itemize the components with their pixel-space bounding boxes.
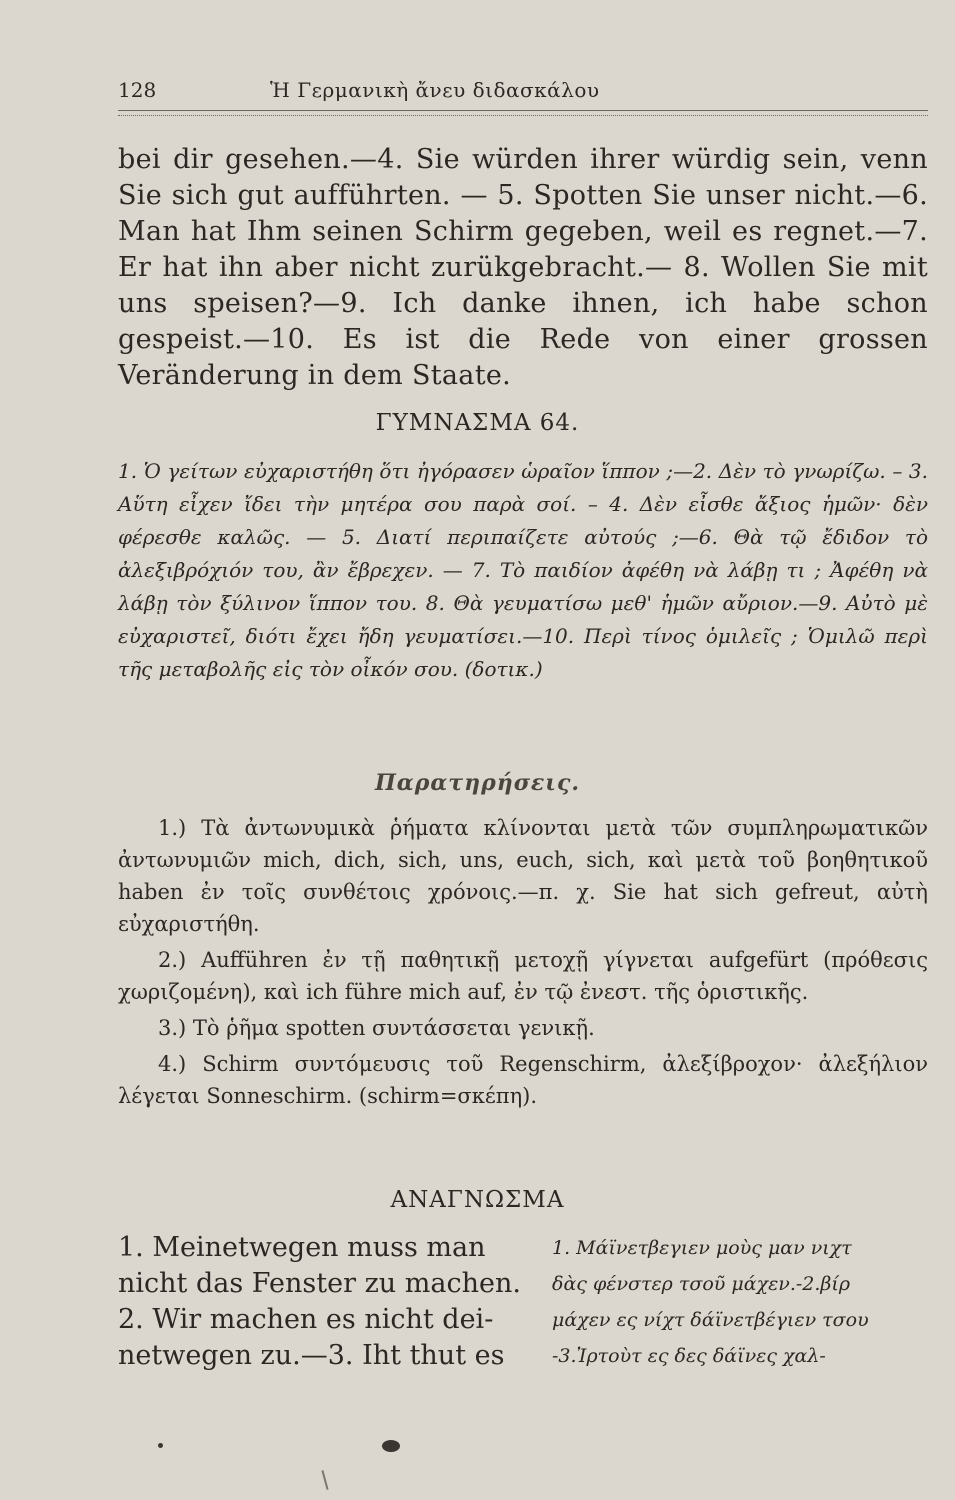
reading-transliteration-line: 1. Μάϊνετβεγιεν μοὺς μαν νιχτ: [552, 1237, 852, 1259]
reading-german-line: nicht das Fenster zu machen.: [118, 1268, 521, 1299]
remark-item: 2.) Aufführen ἐν τῇ παθητικῇ μετοχῇ γίγνεται aufgefürt (πρόθεσις χωριζομένη), καὶ ich führe mich auf, ἐν τῷ ἐνεστ. τῆς ὁριστικῆς.: [118, 948, 928, 1004]
page-header: [118, 78, 928, 108]
reading-german-line: netwegen zu.—3. Iht thut es: [118, 1340, 505, 1371]
reading-german-line: 1. Meinetwegen muss man: [118, 1232, 486, 1263]
reading-transliteration-line: μάχεν ες νίχτ δάϊνετβέγιεν τσου: [552, 1309, 869, 1331]
exercise-heading: ΓΥΜΝΑΣΜΑ 64.: [375, 410, 580, 436]
paper-mark: [321, 1470, 328, 1490]
reading-german-line: 2. Wir machen es nicht dei-: [118, 1304, 494, 1335]
reading-german-column: [118, 1230, 538, 1374]
remarks-list: [118, 812, 928, 1172]
reading-transliteration-column: [552, 1230, 928, 1374]
exercise-text: 1. Ὁ γείτων εὐχαριστήθη ὅτι ἠγόρασεν ὡραῖον ἵππον ;—2. Δὲν τὸ γνωρίζω. – 3. Αὕτη εἶχεν ἴδει τὴν μητέρα σου παρὰ σοί. – 4. Δὲν εἶσθε ἄξιος ἡμῶν· δὲν φέρεσθε καλῶς. — 5. Διατί περιπαίζετε αὐτούς ;—6. Θὰ τῷ ἔδιδον τὸ ἀλεξιβρόχιόν του, ἂν ἔβρεχεν. — 7. Τὸ παιδίον ἀφέθη νὰ λάβῃ τι ; Ἀφέθη νὰ λάβῃ τὸν ξύλινον ἵππον του. 8. Θὰ γευματίσω μεθ' ἡμῶν αὔριον.—9. Αὐτὸ μὲ εὐχαριστεῖ, διότι ἔχει ἤδη γευματίσει.—10. Περὶ τίνος ὁμιλεῖς ; Ὁμιλῶ περὶ τῆς μεταβολῆς εἰς τὸν οἶκόν σου. (δοτικ.): [118, 459, 928, 681]
reading-transliteration-line: -3.Ἰρτοὺτ ες δες δάϊνες χαλ-: [552, 1345, 826, 1367]
running-title: Ἡ Γερμανικὴ ἄνευ διδασκάλου: [270, 78, 600, 102]
german-passage: bei dir gesehen.—4. Sie würden ihrer würdig sein, venn Sie sich gut aufführten. — 5. Spotten Sie unser nicht.—6. Man hat Ihm seinen Schirm gegeben, weil es regnet.—7. Er hat ihn aber nicht zurükgebracht.— 8. Wollen Sie mit uns speisen?—9. Ich danke ihnen, ich habe schon gespeist.—10. Es ist die Rede von einer grossen Veränderung in dem Staate.: [118, 144, 928, 391]
ink-dot: [158, 1443, 163, 1448]
reading-heading: ΑΝΑΓΝΩΣΜΑ: [390, 1187, 565, 1213]
ink-blot: [382, 1440, 400, 1452]
reading-transliteration-line: δὰς φένστερ τσοῦ μάχεν.-2.βίρ: [552, 1273, 851, 1295]
header-rule: [118, 110, 928, 116]
remark-item: 4.) Schirm συντόμευσις τοῦ Regenschirm, ἀλεξίβροχον· ἀλεξήλιον λέγεται Sonneschirm. (schirm=σκέπη).: [118, 1052, 928, 1108]
page-number: 128: [118, 78, 157, 102]
remark-item: 3.) Τὸ ῥῆμα spotten συντάσσεται γενικῇ.: [158, 1016, 595, 1040]
remark-item: 1.) Τὰ ἀντωνυμικὰ ῥήματα κλίνονται μετὰ τῶν συμπληρωματικῶν ἀντωνυμιῶν mich, dich, sich, uns, euch, sich, καὶ μετὰ τοῦ βοηθητικοῦ haben ἐν τοῖς συνθέτοις χρόνοις.—π. χ. Sie hat sich gefreut, αὐτὴ εὐχαριστήθη.: [118, 816, 928, 936]
remarks-heading: Παρατηρήσεις.: [375, 770, 580, 796]
